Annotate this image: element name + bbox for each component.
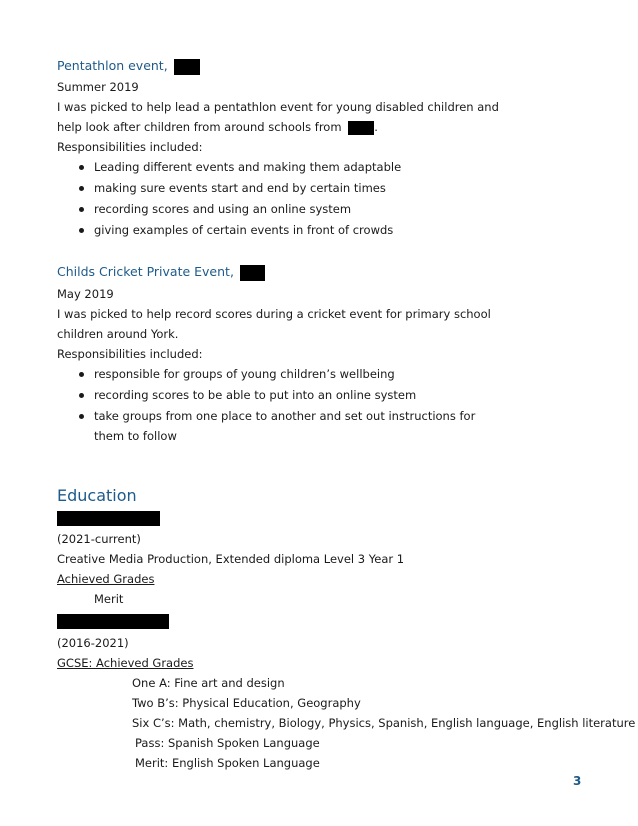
school-period: (2016-2021) [57,636,129,650]
pentathlon-heading: Pentathlon event, [57,58,200,75]
pentathlon-desc-1: I was picked to help lead a pentathlon event for young disabled children and [57,100,499,114]
list-item: giving examples of certain events in front of crowds [94,223,394,237]
redacted-location [348,121,374,135]
cricket-heading: Childs Cricket Private Event, [57,264,265,281]
list-item: recording scores and using an online system [94,202,352,216]
bullet-dot [79,186,84,191]
pentathlon-desc-2: help look after children from around schools from . [57,120,378,134]
bullet-dot [79,414,84,419]
bullet-dot [79,372,84,377]
list-item-continuation: them to follow [94,429,177,443]
grade-line: Two B’s: Physical Education, Geography [132,696,361,710]
pentathlon-resp-label: Responsibilities included: [57,140,203,154]
cricket-desc-2: children around York. [57,327,179,341]
bullet-dot [79,207,84,212]
page-number: 3 [573,774,582,788]
education-heading: Education [57,486,137,505]
list-item: making sure events start and end by certain times [94,181,386,195]
redacted-school-name [57,614,169,629]
grade-line: Six C’s: Math, chemistry, Biology, Physics, Spanish, English language, English literature [132,716,636,730]
list-item: responsible for groups of young children’s wellbeing [94,367,395,381]
redacted-college-name [57,511,160,526]
grade-line: Merit: English Spoken Language [135,756,320,770]
list-item: recording scores to be able to put into an online system [94,388,417,402]
grade-line: One A: Fine art and design [132,676,285,690]
cricket-resp-label: Responsibilities included: [57,347,203,361]
bullet-dot [79,393,84,398]
college-grade: Merit [94,592,124,606]
cricket-date: May 2019 [57,287,114,301]
college-period: (2021-current) [57,532,141,546]
cricket-desc-1: I was picked to help record scores during a cricket event for primary school [57,307,491,321]
bullet-dot [79,165,84,170]
pentathlon-date: Summer 2019 [57,80,139,94]
redacted-location [174,59,200,75]
list-item: take groups from one place to another and set out instructions for [94,409,476,423]
bullet-dot [79,228,84,233]
college-course: Creative Media Production, Extended diploma Level 3 Year 1 [57,552,405,566]
school-grades-label: GCSE: Achieved Grades [57,656,194,670]
college-grades-label: Achieved Grades [57,572,155,586]
grade-line: Pass: Spanish Spoken Language [135,736,320,750]
list-item: Leading different events and making them adaptable [94,160,402,174]
redacted-location [240,265,265,281]
